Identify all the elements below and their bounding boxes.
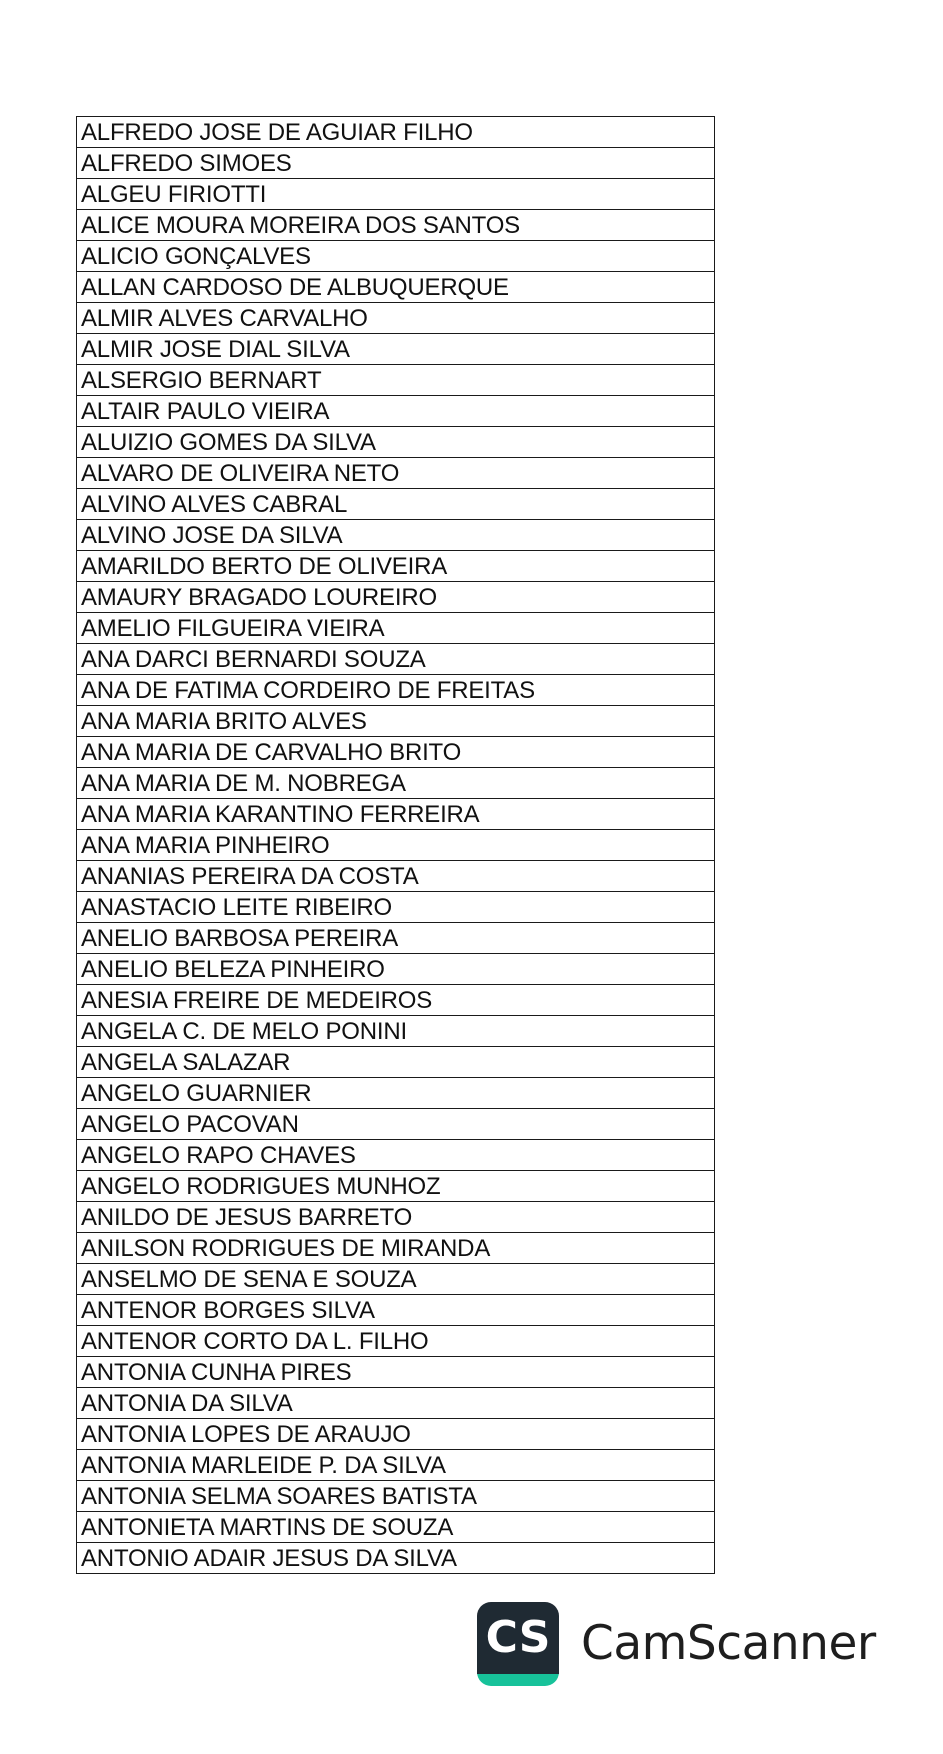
table-row xyxy=(77,1419,715,1450)
name-cell: ALVINO JOSE DA SILVA xyxy=(77,520,715,551)
name-cell: ANA MARIA DE M. NOBREGA xyxy=(77,768,715,799)
table-row xyxy=(77,1171,715,1202)
table-row xyxy=(77,241,715,272)
name-cell: ANTONIA LOPES DE ARAUJO xyxy=(77,1419,715,1450)
table-row xyxy=(77,365,715,396)
table-row xyxy=(77,1264,715,1295)
camscanner-logo-icon xyxy=(477,1602,559,1686)
table-row xyxy=(77,923,715,954)
table-row xyxy=(77,1512,715,1543)
name-cell: ANA MARIA KARANTINO FERREIRA xyxy=(77,799,715,830)
table-row xyxy=(77,334,715,365)
name-cell: ANGELO GUARNIER xyxy=(77,1078,715,1109)
table-row xyxy=(77,830,715,861)
name-cell: ALLAN CARDOSO DE ALBUQUERQUE xyxy=(77,272,715,303)
table-row xyxy=(77,985,715,1016)
table-row xyxy=(77,1047,715,1078)
name-cell: ALMIR ALVES CARVALHO xyxy=(77,303,715,334)
table-row xyxy=(77,675,715,706)
name-cell: AMARILDO BERTO DE OLIVEIRA xyxy=(77,551,715,582)
name-cell: ALICE MOURA MOREIRA DOS SANTOS xyxy=(77,210,715,241)
camscanner-logo-text: CS xyxy=(485,1612,551,1663)
table-row xyxy=(77,1078,715,1109)
name-cell: ALVARO DE OLIVEIRA NETO xyxy=(77,458,715,489)
table-row xyxy=(77,427,715,458)
table-row xyxy=(77,1016,715,1047)
name-cell: ANA MARIA PINHEIRO xyxy=(77,830,715,861)
name-cell: ANSELMO DE SENA E SOUZA xyxy=(77,1264,715,1295)
table-row xyxy=(77,458,715,489)
name-cell: ANESIA FREIRE DE MEDEIROS xyxy=(77,985,715,1016)
table-row xyxy=(77,179,715,210)
name-cell: ANTONIA DA SILVA xyxy=(77,1388,715,1419)
name-cell: ANELIO BELEZA PINHEIRO xyxy=(77,954,715,985)
table-row xyxy=(77,1481,715,1512)
table-row xyxy=(77,1326,715,1357)
table-row xyxy=(77,520,715,551)
name-cell: ALFREDO SIMOES xyxy=(77,148,715,179)
table-row xyxy=(77,1543,715,1574)
table-row xyxy=(77,1202,715,1233)
table-row xyxy=(77,737,715,768)
name-cell: ALSERGIO BERNART xyxy=(77,365,715,396)
table-row xyxy=(77,613,715,644)
table-row xyxy=(77,582,715,613)
name-cell: ANELIO BARBOSA PEREIRA xyxy=(77,923,715,954)
name-cell: ANANIAS PEREIRA DA COSTA xyxy=(77,861,715,892)
name-cell: ANTONIA CUNHA PIRES xyxy=(77,1357,715,1388)
table-row xyxy=(77,892,715,923)
name-cell: ANILDO DE JESUS BARRETO xyxy=(77,1202,715,1233)
table-row xyxy=(77,1295,715,1326)
names-table xyxy=(76,116,715,1574)
name-cell: ANGELO PACOVAN xyxy=(77,1109,715,1140)
table-row xyxy=(77,1357,715,1388)
name-cell: ANTONIO ADAIR JESUS DA SILVA xyxy=(77,1543,715,1574)
table-row xyxy=(77,551,715,582)
name-cell: ALVINO ALVES CABRAL xyxy=(77,489,715,520)
name-cell: ALICIO GONÇALVES xyxy=(77,241,715,272)
table-row xyxy=(77,768,715,799)
name-cell: ANGELA SALAZAR xyxy=(77,1047,715,1078)
name-cell: ANTONIA MARLEIDE P. DA SILVA xyxy=(77,1450,715,1481)
table-row xyxy=(77,1388,715,1419)
name-cell: ANILSON RODRIGUES DE MIRANDA xyxy=(77,1233,715,1264)
camscanner-label: CamScanner xyxy=(581,1616,876,1671)
names-table-body xyxy=(77,117,715,1574)
name-cell: ANA MARIA DE CARVALHO BRITO xyxy=(77,737,715,768)
table-row xyxy=(77,303,715,334)
name-cell: ANTONIA SELMA SOARES BATISTA xyxy=(77,1481,715,1512)
name-cell: ANTENOR BORGES SILVA xyxy=(77,1295,715,1326)
name-cell: ALTAIR PAULO VIEIRA xyxy=(77,396,715,427)
table-row xyxy=(77,210,715,241)
table-row xyxy=(77,1450,715,1481)
table-row xyxy=(77,644,715,675)
name-cell: ALMIR JOSE DIAL SILVA xyxy=(77,334,715,365)
name-cell: ANGELA C. DE MELO PONINI xyxy=(77,1016,715,1047)
name-cell: ANGELO RAPO CHAVES xyxy=(77,1140,715,1171)
name-cell: ANGELO RODRIGUES MUNHOZ xyxy=(77,1171,715,1202)
table-row xyxy=(77,1233,715,1264)
name-cell: ANA MARIA BRITO ALVES xyxy=(77,706,715,737)
table-row xyxy=(77,148,715,179)
table-row xyxy=(77,861,715,892)
table-row xyxy=(77,272,715,303)
name-cell: ANA DE FATIMA CORDEIRO DE FREITAS xyxy=(77,675,715,706)
table-row xyxy=(77,489,715,520)
name-cell: AMAURY BRAGADO LOUREIRO xyxy=(77,582,715,613)
name-cell: ALGEU FIRIOTTI xyxy=(77,179,715,210)
table-row xyxy=(77,117,715,148)
name-cell: ANASTACIO LEITE RIBEIRO xyxy=(77,892,715,923)
table-row xyxy=(77,799,715,830)
camscanner-watermark xyxy=(477,1602,877,1686)
name-cell: AMELIO FILGUEIRA VIEIRA xyxy=(77,613,715,644)
name-cell: ALFREDO JOSE DE AGUIAR FILHO xyxy=(77,117,715,148)
table-row xyxy=(77,1109,715,1140)
table-row xyxy=(77,706,715,737)
table-row xyxy=(77,396,715,427)
name-cell: ANA DARCI BERNARDI SOUZA xyxy=(77,644,715,675)
table-row xyxy=(77,1140,715,1171)
name-cell: ANTONIETA MARTINS DE SOUZA xyxy=(77,1512,715,1543)
name-cell: ANTENOR CORTO DA L. FILHO xyxy=(77,1326,715,1357)
name-cell: ALUIZIO GOMES DA SILVA xyxy=(77,427,715,458)
table-row xyxy=(77,954,715,985)
